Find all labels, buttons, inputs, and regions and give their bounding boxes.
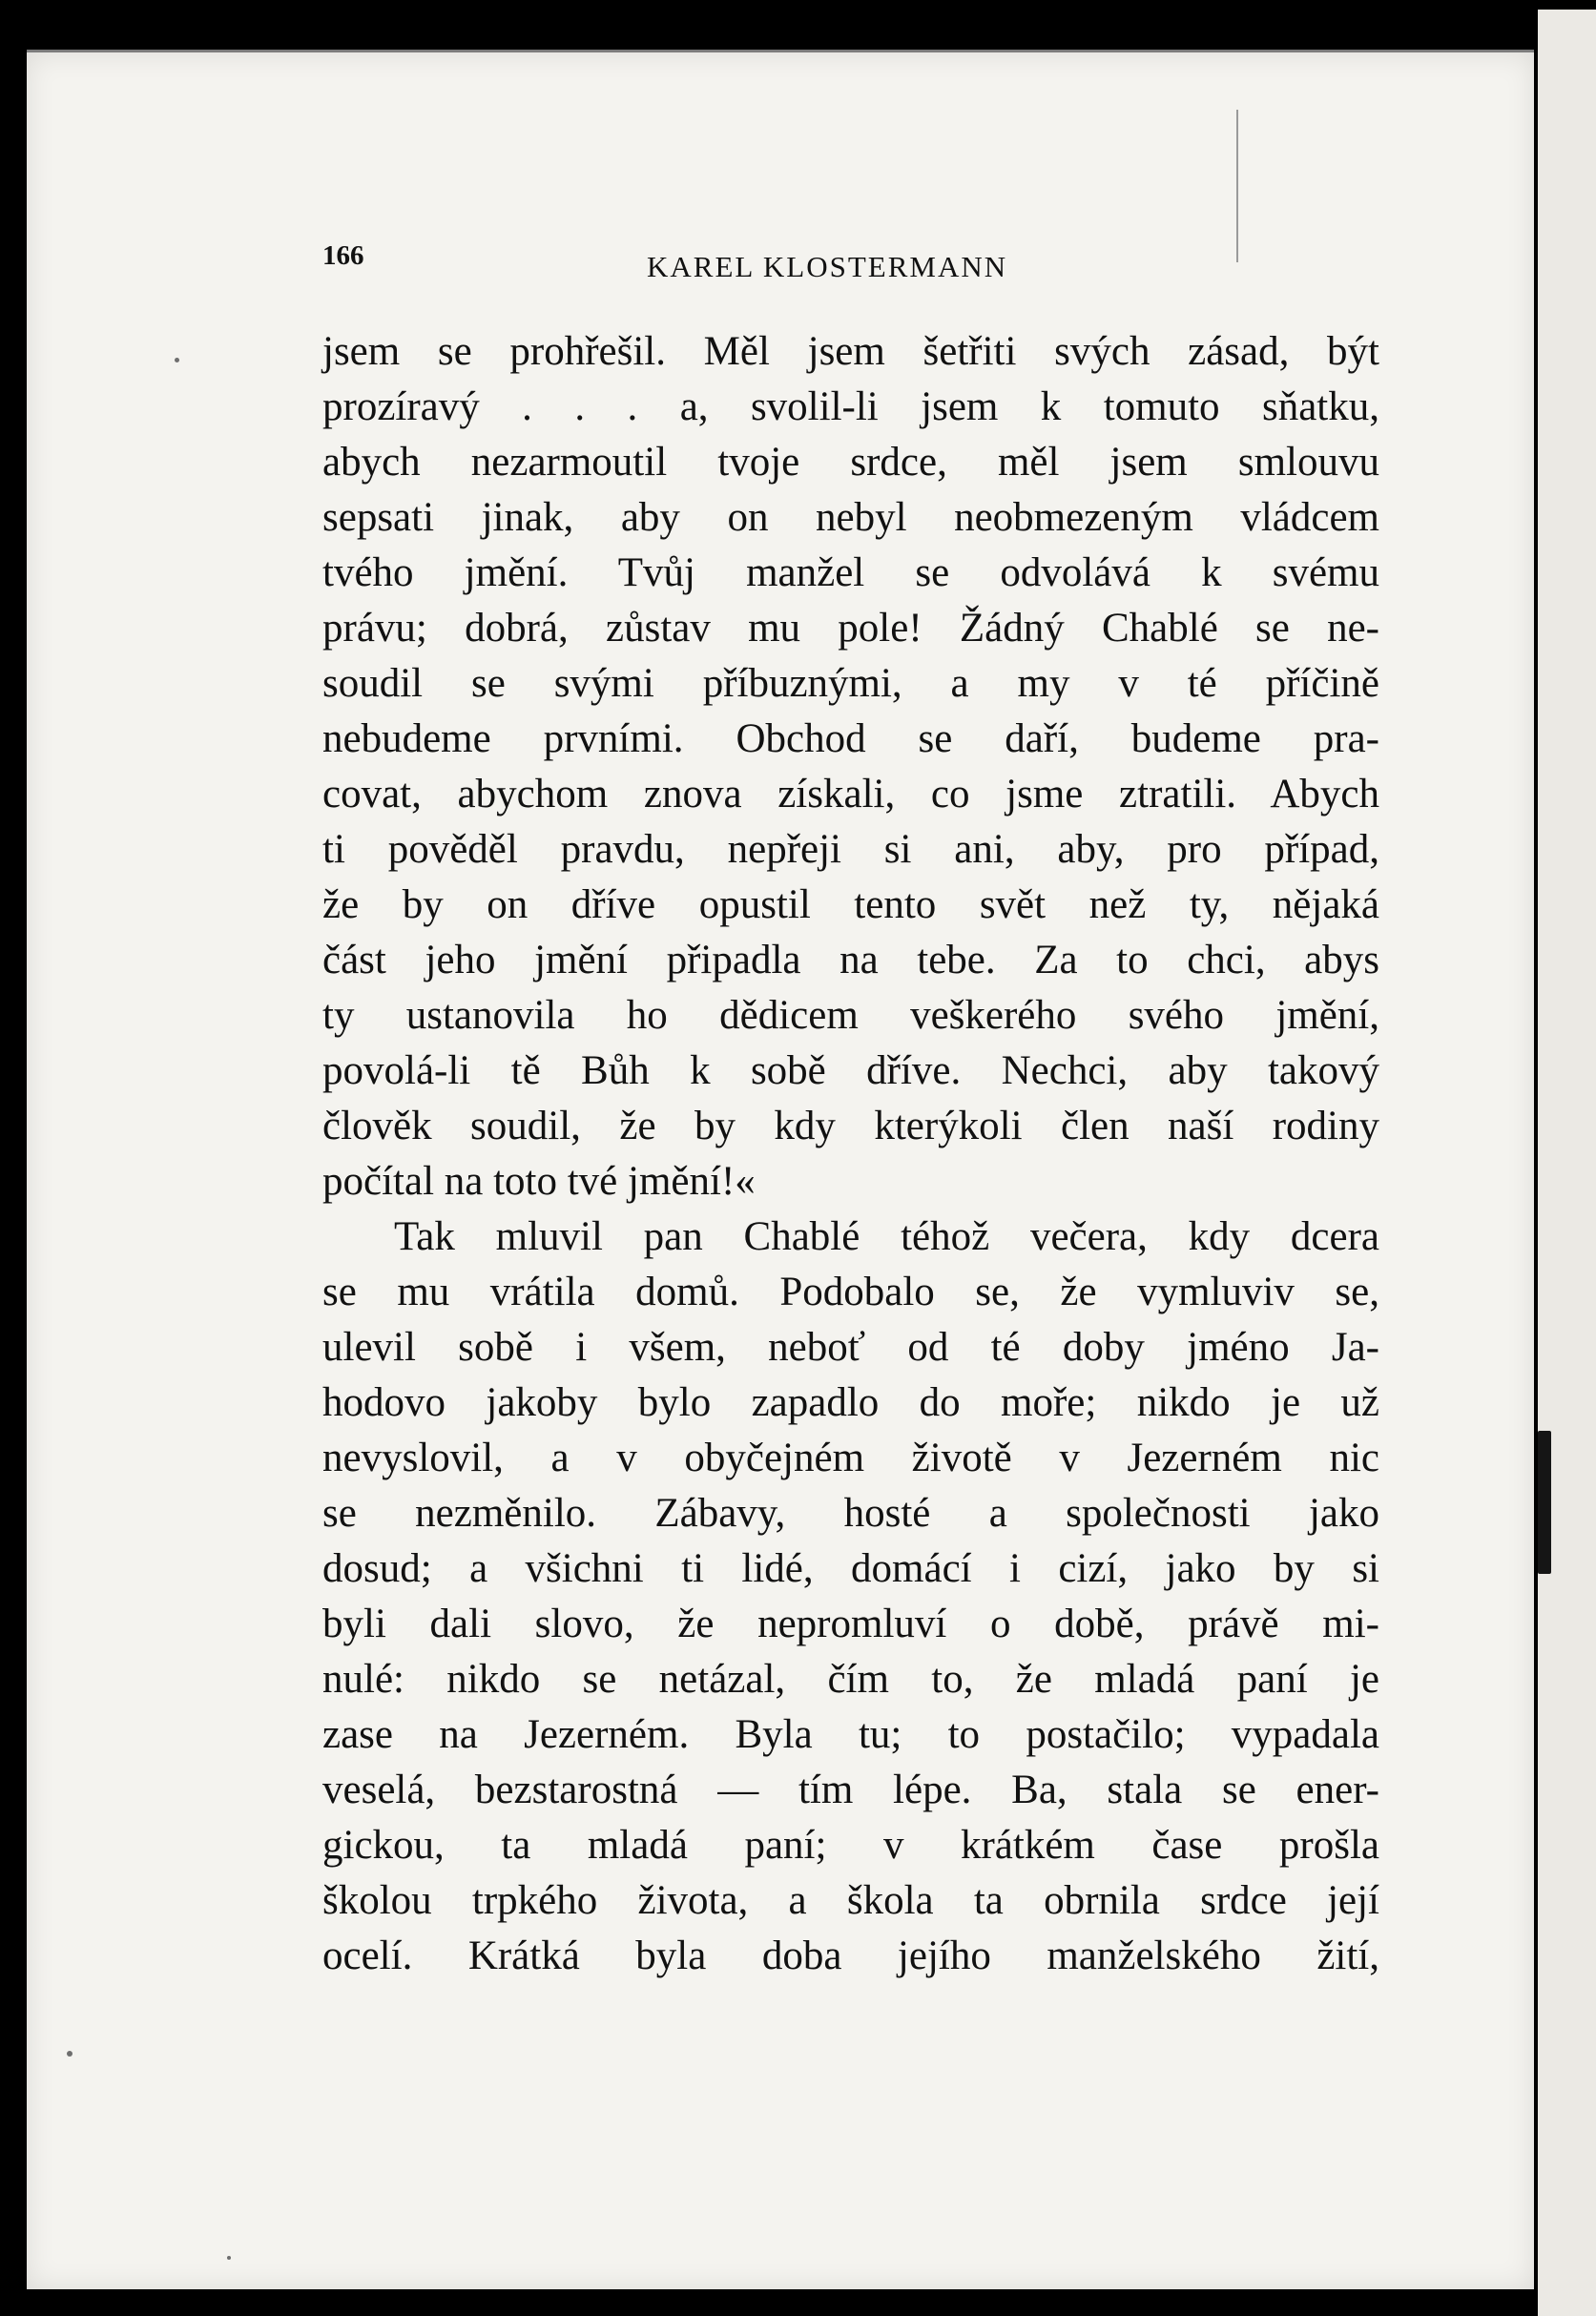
text-line: zase na Jezerném. Byla tu; to postačilo; vypadala <box>322 1712 1379 1757</box>
text-line: školou trpkého života, a škola ta obrnila srdce její <box>322 1878 1379 1923</box>
text-line: nebudeme prvními. Obchod se daří, budeme pra- <box>322 716 1379 761</box>
text-line: veselá, bezstarostná — tím lépe. Ba, stala se ener- <box>322 1768 1379 1812</box>
running-header <box>322 240 1379 286</box>
text-line: Tak mluvil pan Chablé téhož večera, kdy dcera <box>394 1214 1379 1259</box>
text-line: ty ustanovila ho dědicem veškerého svého jmění, <box>322 993 1379 1038</box>
text-line: prozíravý . . . a, svolil-li jsem k tomuto sňatku, <box>322 384 1379 429</box>
text-line: počítal na toto tvé jmění!« <box>322 1159 756 1204</box>
text-line: ti pověděl pravdu, nepřeji si ani, aby, pro případ, <box>322 827 1379 872</box>
text-line: tvého jmění. Tvůj manžel se odvolává k svému <box>322 550 1379 595</box>
dust-speck <box>227 2256 231 2260</box>
dust-speck <box>175 358 179 362</box>
text-line: gickou, ta mladá paní; v krátkém čase prošla <box>322 1823 1379 1868</box>
text-line: nulé: nikdo se netázal, čím to, že mladá paní je <box>322 1657 1379 1702</box>
dust-speck <box>67 2051 73 2057</box>
text-line: ulevil sobě i všem, neboť od té doby jméno Ja- <box>322 1325 1379 1370</box>
text-line: právu; dobrá, zůstav mu pole! Žádný Chablé se ne- <box>322 606 1379 651</box>
text-line: nevyslovil, a v obyčejném životě v Jezerném nic <box>322 1436 1379 1480</box>
header-title: KAREL KLOSTERMANN <box>647 250 1008 283</box>
text-line: že by on dříve opustil tento svět než ty, nějaká <box>322 882 1379 927</box>
text-line: se nezměnilo. Zábavy, hosté a společnosti jako <box>322 1491 1379 1536</box>
binding-shadow <box>1538 1431 1551 1574</box>
adjacent-page-edge <box>1538 10 1596 2316</box>
text-line: hodovo jakoby bylo zapadlo do moře; nikdo je už <box>322 1380 1379 1425</box>
page-number: 166 <box>322 240 364 271</box>
text-line: se mu vrátila domů. Podobalo se, že vymluviv se, <box>322 1270 1379 1314</box>
text-line: abych nezarmoutil tvoje srdce, měl jsem smlouvu <box>322 440 1379 485</box>
text-line: jsem se prohřešil. Měl jsem šetřiti svých zásad, být <box>322 329 1379 374</box>
text-line: byli dali slovo, že nepromluví o době, právě mi- <box>322 1602 1379 1646</box>
text-line: část jeho jmění připadla na tebe. Za to chci, abys <box>322 938 1379 982</box>
text-line: ocelí. Krátká byla doba jejího manželského žití, <box>322 1933 1379 1978</box>
body-text <box>322 324 1379 1984</box>
page-fold-mark <box>1236 110 1238 262</box>
text-line: dosud; a všichni ti lidé, domácí i cizí, jako by si <box>322 1546 1379 1591</box>
text-line: covat, abychom znova získali, co jsme ztratili. Abych <box>322 772 1379 817</box>
text-line: povolá-li tě Bůh k sobě dříve. Nechci, aby takový <box>322 1048 1379 1093</box>
text-line: soudil se svými příbuznými, a my v té příčině <box>322 661 1379 706</box>
text-line: sepsati jinak, aby on nebyl neobmezeným vládcem <box>322 495 1379 540</box>
text-line: člověk soudil, že by kdy kterýkoli člen naší rodiny <box>322 1104 1379 1148</box>
